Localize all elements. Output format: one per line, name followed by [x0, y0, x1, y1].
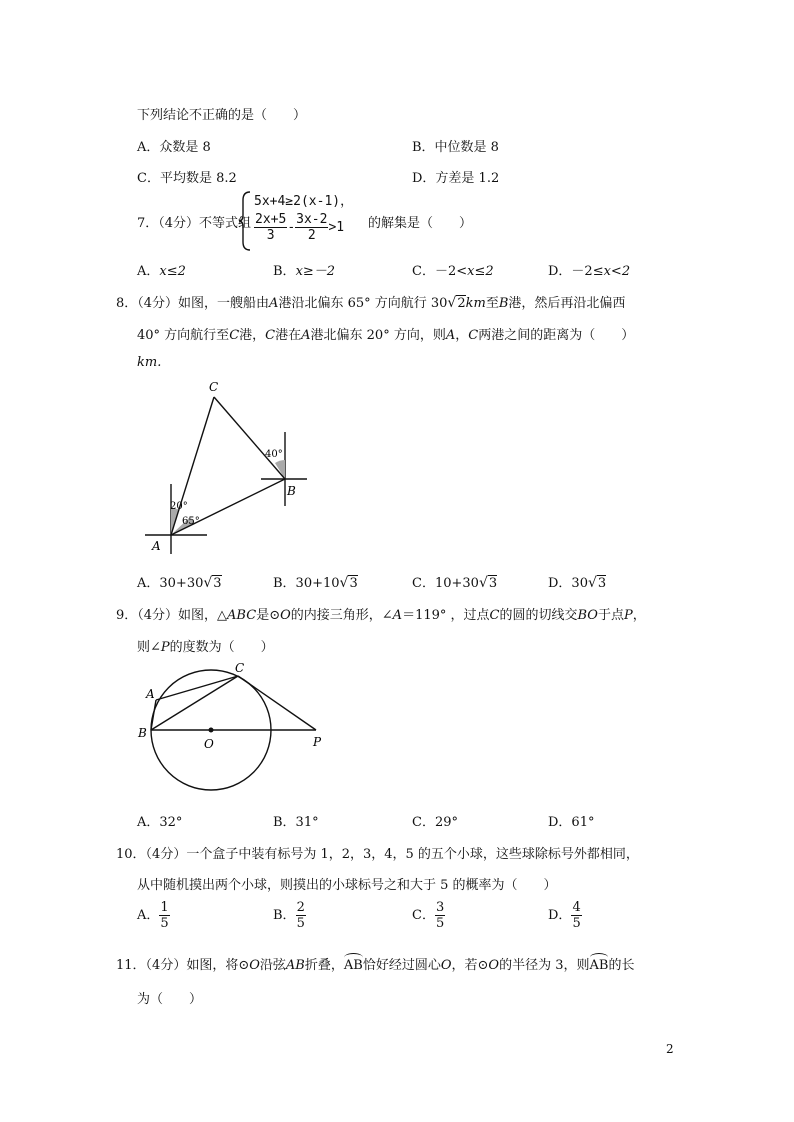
q9-label-p: P — [313, 735, 322, 749]
q10-option-a: A． $\frac{1}{5}$ — [137, 900, 169, 931]
q11-line1: 11．（4分）如图，将⊙O沿弦AB折叠，AB恰好经过圆心O，若⊙O的半径为 3，则AB的长 — [116, 958, 635, 973]
q11-line2: 为（ ） — [137, 992, 203, 1007]
q8-angle-65: 65° — [182, 516, 200, 527]
q10-option-d: D． $\frac{4}{5}$ — [548, 900, 581, 931]
q8-line3: km. — [137, 355, 162, 370]
q9-option-b: B．31° — [273, 815, 319, 830]
q10-option-b: B． $\frac{2}{5}$ — [273, 900, 305, 931]
q9-line2: 则∠P的度数为（ ） — [137, 640, 274, 655]
q7-option-b: B．x≥－2 — [273, 264, 336, 279]
q7-frac1: $\frac{2x+5}{3}$ — [255, 212, 287, 243]
q6-option-a: A．众数是 8 — [137, 140, 211, 155]
q9-option-a: A．32° — [137, 815, 183, 830]
q7-option-d: D．－2≤x<2 — [548, 264, 631, 279]
q6-stem: 下列结论不正确的是（ ） — [137, 108, 307, 123]
q9-label-a: A — [146, 687, 155, 701]
q7-option-c: C．－2<x≤2 — [412, 264, 494, 279]
q9-line1: 9．（4分）如图，△ABC是⊙O的内接三角形，∠A＝119° ，过点C的圆的切线交BO于点P， — [116, 608, 646, 623]
q10-line1: 10．（4分）一个盒子中装有标号为 1，2，3，4，5 的五个小球，这些球除标号外都相同， — [116, 847, 639, 862]
q10-option-c: C． $\frac{3}{5}$ — [412, 900, 445, 931]
q7-brace-icon — [238, 190, 252, 252]
q8-option-c: C．10+30√3 — [412, 575, 498, 591]
q8-label-c: C — [209, 380, 219, 394]
q6-option-b: B．中位数是 8 — [412, 140, 499, 155]
q6-option-d: D．方差是 1.2 — [412, 171, 500, 186]
q10-line2: 从中随机摸出两个小球，则摸出的小球标号之和大于 5 的概率为（ ） — [137, 878, 557, 893]
q9-label-b: B — [138, 726, 147, 740]
q9-option-c: C．29° — [412, 815, 458, 830]
q8-angle-20: 20° — [170, 501, 188, 512]
q7-option-a: A．x≤2 — [137, 264, 186, 279]
q8-option-b: B．30+10√3 — [273, 575, 358, 591]
q8-option-d: D．30√3 — [548, 575, 607, 591]
q9-figure — [135, 660, 335, 800]
q7-suffix: 的解集是（ ） — [368, 216, 473, 231]
q7-line2: $\frac{2x+5}{3}$ - $\frac{3x-2}{2}$ >1 — [255, 212, 345, 243]
q8-option-a: A．30+30√3 — [137, 575, 222, 591]
q8-label-b: B — [287, 484, 296, 498]
q8-line1: 8．（4分）如图，一艘船由A港沿北偏东 65° 方向航行 30√2km至B港，然后再沿北偏西 — [116, 295, 626, 311]
q6-option-c: C．平均数是 8.2 — [137, 171, 237, 186]
q9-label-c: C — [235, 661, 245, 675]
page-number: 2 — [666, 1042, 674, 1056]
q7-line1: 5x+4≥2(x-1)， — [254, 194, 354, 209]
q9-option-d: D．61° — [548, 815, 595, 830]
q8-label-a: A — [152, 539, 161, 553]
q7-frac2: $\frac{3x-2}{2}$ — [296, 212, 328, 243]
q9-label-o: O — [204, 737, 214, 751]
q7-prefix: 7．（4分）不等式组 — [137, 216, 252, 231]
q8-angle-40: 40° — [265, 449, 283, 460]
q8-line2: 40° 方向航行至C港，C港在A港北偏东 20° 方向，则A，C两港之间的距离为（ ） — [137, 328, 635, 343]
q8-figure — [135, 372, 315, 562]
